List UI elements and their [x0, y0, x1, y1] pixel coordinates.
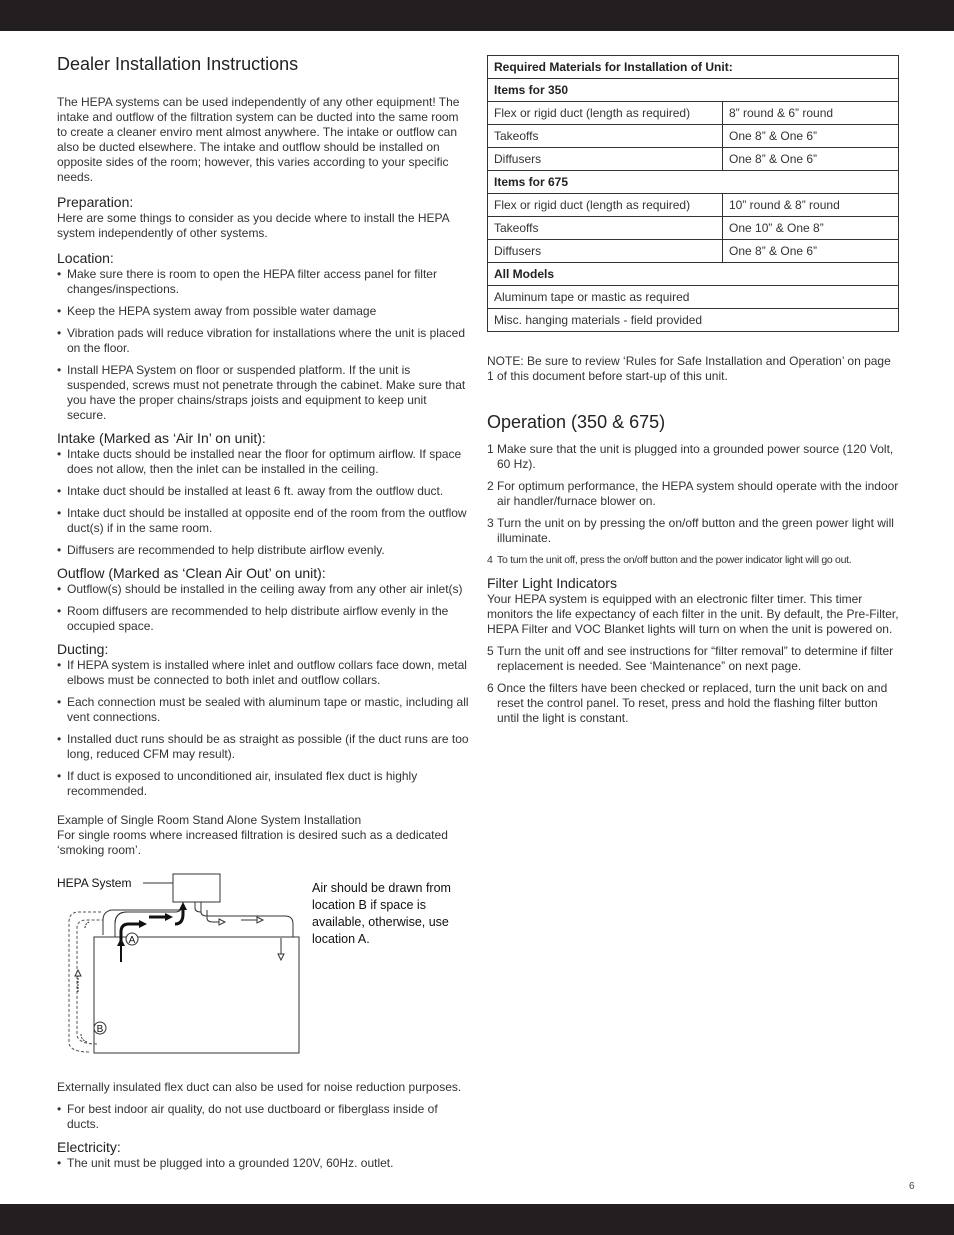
list-item — [487, 479, 899, 509]
group-title: Items for 350 — [488, 79, 899, 102]
step-text: Make sure that the unit is plugged into a grounded power source (120 Volt, 60 Hz). — [497, 442, 894, 471]
table-row — [488, 102, 899, 125]
example-text: For single rooms where increased filtration is desired such as a dedicated ‘smoking room’. — [57, 828, 448, 857]
right-column — [487, 55, 899, 733]
list-item: • Room diffusers are recommended to help distribute airflow evenly in the occupied space. — [57, 604, 469, 634]
step-text: To turn the unit off, press the on/off button and the power indicator light will go out. — [497, 554, 852, 566]
table-row — [488, 148, 899, 171]
table-row — [488, 240, 899, 263]
outflow-list — [57, 582, 469, 634]
filter-steps — [487, 644, 899, 726]
list-item: • Diffusers are recommended to help distribute airflow evenly. — [57, 543, 469, 558]
table-row — [488, 56, 899, 79]
installation-diagram — [57, 872, 469, 1062]
step-text: Turn the unit on by pressing the on/off button and the green power light will illuminate. — [497, 516, 894, 545]
table-cell: 10” round & 8” round — [723, 194, 899, 217]
list-item: • For best indoor air quality, do not use ductboard or fiberglass inside of ducts. — [57, 1102, 469, 1132]
location-list — [57, 267, 469, 423]
preparation-text: Here are some things to consider as you decide where to install the HEPA system independently of other systems. — [57, 211, 449, 240]
group-title: All Models — [488, 263, 899, 286]
filter-heading: Filter Light Indicators — [487, 575, 617, 591]
list-item: • Install HEPA System on floor or suspended platform. If the unit is suspended, screws must not penetrate through the cabinet. Make sure that you have the proper chains/straps joists and equipment to keep unit secure. — [57, 363, 469, 423]
table-row — [488, 79, 899, 102]
table-cell: 8” round & 6” round — [723, 102, 899, 125]
step-number: 1 — [487, 442, 494, 456]
list-item: • Make sure there is room to open the HEPA filter access panel for filter changes/inspections. — [57, 267, 469, 297]
table-row — [488, 171, 899, 194]
table-cell: Takeoffs — [488, 217, 723, 240]
table-cell: Misc. hanging materials - field provided — [488, 309, 899, 332]
list-item: • Outflow(s) should be installed in the ceiling away from any other air inlet(s) — [57, 582, 469, 597]
list-item: • Installed duct runs should be as straight as possible (if the duct runs are too long, reduced CFM may result). — [57, 732, 469, 762]
operation-title: Operation (350 & 675) — [487, 412, 666, 432]
table-cell: One 8” & One 6” — [723, 125, 899, 148]
step-number: 3 — [487, 516, 494, 530]
list-item — [487, 681, 899, 726]
diagram-note: Air should be drawn from location B if space is available, otherwise, use location A. — [312, 881, 451, 946]
step-number: 4 — [487, 554, 493, 566]
step-text: Once the filters have been checked or replaced, turn the unit back on and reset the control panel. To reset, press and hold the flashing filter button until the light is constant. — [497, 681, 888, 725]
list-item: • If HEPA system is installed where inlet and outflow collars face down, metal elbows must be connected to both inlet and outflow collars. — [57, 658, 469, 688]
table-header: Required Materials for Installation of Unit: — [488, 56, 899, 79]
step-number: 5 — [487, 644, 494, 658]
location-b-label: B — [96, 1024, 104, 1035]
table-row — [488, 125, 899, 148]
list-item — [487, 516, 899, 546]
top-band — [0, 0, 954, 31]
table-cell: Aluminum tape or mastic as required — [488, 286, 899, 309]
table-row — [488, 309, 899, 332]
table-cell: Diffusers — [488, 148, 723, 171]
left-column — [57, 52, 469, 1178]
group-title: Items for 675 — [488, 171, 899, 194]
step-text: Turn the unit off and see instructions for “filter removal” to determine if filter replacement is needed. See ‘Maintenance” on next page. — [497, 644, 894, 673]
electricity-heading: Electricity: — [57, 1139, 121, 1155]
hepa-system-label: HEPA System — [57, 876, 132, 890]
intro-paragraph: The HEPA systems can be used independently of any other equipment! The intake and outflow of the filtration system can be ducted into the same room to create a cleaner enviro ment almost anywhere. The intake or outflow can also be ducted elsewhere. The intake and outflow should be installed on opposite sides of the room; however, this varies according to your specific needs. — [57, 95, 460, 184]
ducting-list — [57, 658, 469, 799]
table-cell: Flex or rigid duct (length as required) — [488, 194, 723, 217]
table-cell: One 8” & One 6” — [723, 148, 899, 171]
bottom-band — [0, 1204, 954, 1235]
safety-note: NOTE: Be sure to review ‘Rules for Safe Installation and Operation’ on page 1 of this document before start-up of this unit. — [487, 354, 891, 383]
list-item — [487, 644, 899, 674]
table-row — [488, 286, 899, 309]
location-heading: Location: — [57, 250, 114, 266]
table-cell: Flex or rigid duct (length as required) — [488, 102, 723, 125]
example-title: Example of Single Room Stand Alone System Installation — [57, 813, 362, 827]
table-cell: One 10” & One 8” — [723, 217, 899, 240]
ducting-heading: Ducting: — [57, 641, 109, 657]
list-item: • Keep the HEPA system away from possible water damage — [57, 304, 469, 319]
location-a-label: A — [128, 935, 136, 946]
list-item — [487, 442, 899, 472]
preparation-heading: Preparation: — [57, 194, 134, 210]
table-cell: Diffusers — [488, 240, 723, 263]
table-cell: Takeoffs — [488, 125, 723, 148]
list-item — [487, 553, 899, 568]
list-item: • If duct is exposed to unconditioned air, insulated flex duct is highly recommended. — [57, 769, 469, 799]
list-item: • Each connection must be sealed with aluminum tape or mastic, including all vent connections. — [57, 695, 469, 725]
materials-table — [487, 55, 899, 332]
page-number: 6 — [909, 1181, 915, 1192]
table-row — [488, 217, 899, 240]
table-cell: One 8” & One 6” — [723, 240, 899, 263]
list-item: • The unit must be plugged into a grounded 120V, 60Hz. outlet. — [57, 1156, 469, 1171]
step-number: 6 — [487, 681, 494, 695]
table-row — [488, 194, 899, 217]
operation-steps — [487, 442, 899, 568]
list-item: • Intake ducts should be installed near the floor for optimum airflow. If space does not allow, then the inlet can be installed in the ceiling. — [57, 447, 469, 477]
electricity-list — [57, 1156, 469, 1171]
flex-duct-list — [57, 1102, 469, 1132]
filter-text: Your HEPA system is equipped with an electronic filter timer. This timer monitors the life expectancy of each filter in the unit. By default, the Pre-Filter, HEPA Filter and VOC Blanket lights will turn on when the unit is powered on. — [487, 592, 899, 636]
intake-heading: Intake (Marked as ‘Air In’ on unit): — [57, 430, 266, 446]
list-item: • Intake duct should be installed at least 6 ft. away from the outflow duct. — [57, 484, 469, 499]
page-title: Dealer Installation Instructions — [57, 54, 299, 74]
step-text: For optimum performance, the HEPA system should operate with the indoor air handler/furnace blower on. — [497, 479, 899, 508]
intake-list — [57, 447, 469, 558]
table-row — [488, 263, 899, 286]
list-item: • Intake duct should be installed at opposite end of the room from the outflow duct(s) if in the same room. — [57, 506, 469, 536]
outflow-heading: Outflow (Marked as ‘Clean Air Out’ on unit): — [57, 565, 326, 581]
list-item: • Vibration pads will reduce vibration for installations where the unit is placed on the floor. — [57, 326, 469, 356]
step-number: 2 — [487, 479, 494, 493]
flex-duct-note: Externally insulated flex duct can also be used for noise reduction purposes. — [57, 1080, 462, 1094]
